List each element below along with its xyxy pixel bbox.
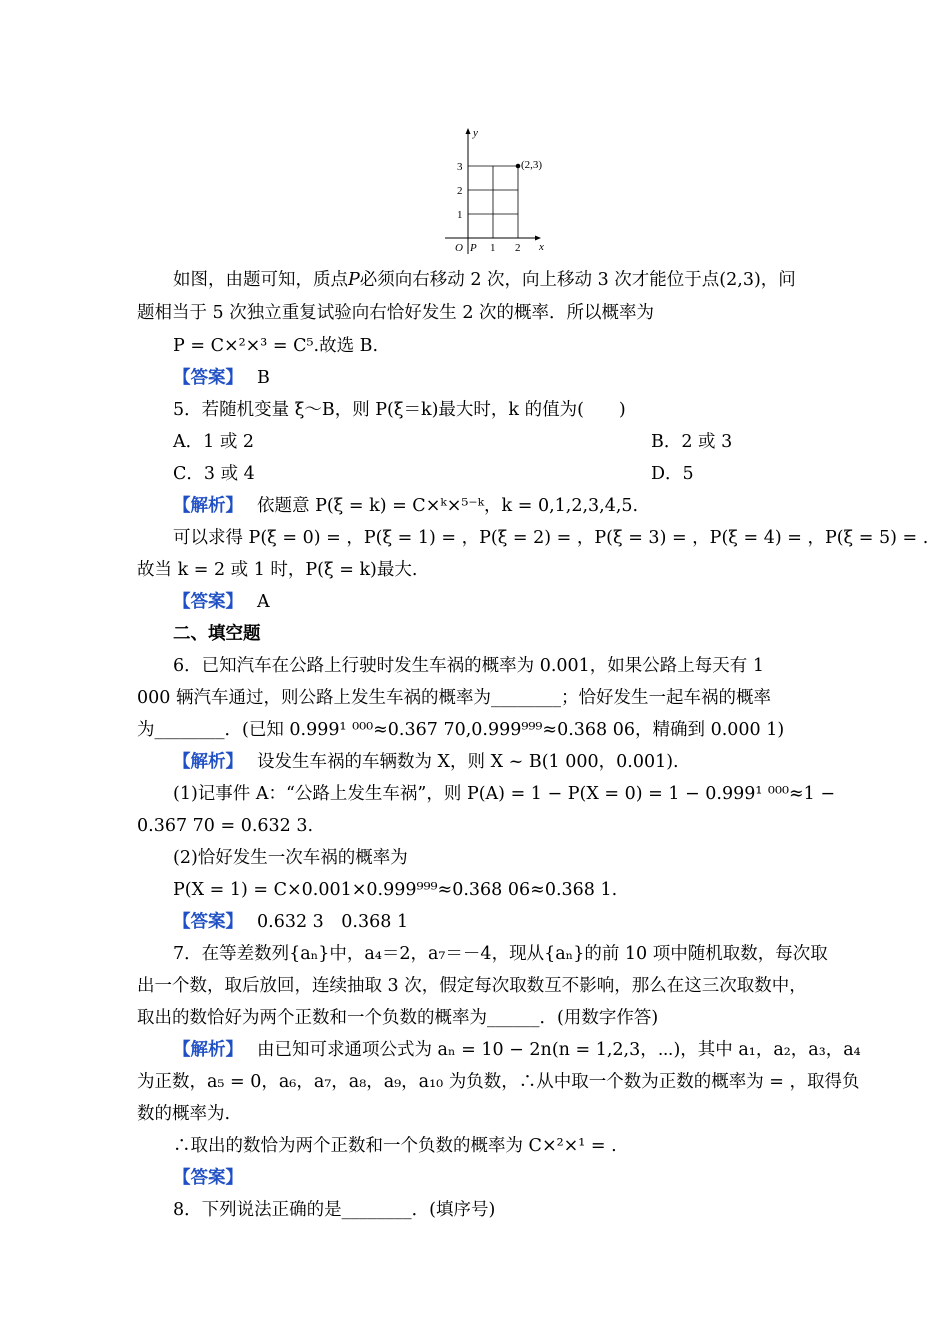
x-tick-2: 2 <box>515 242 521 254</box>
q5-analysis-line-3: 故当 k = 2 或 1 时，P(ξ = k)最大. <box>137 560 418 580</box>
q7-stem-line-2: 出一个数，取后放回，连续抽取 3 次，假定每次取数互不影响，那么在这三次取数中， <box>137 976 807 996</box>
q6-analysis-line-4: (2)恰好发生一次车祸的概率为 <box>173 848 408 868</box>
q5-analysis-line-1: 【解析】 依题意 P(ξ = k) = C×ᵏ×⁵⁻ᵏ，k = 0,1,2,3,4,5. <box>173 496 639 516</box>
q6-analysis-line-3: 0.367 70 = 0.632 3. <box>137 816 314 836</box>
q7-analysis-line-4: ∴取出的数恰为两个正数和一个负数的概率为 C×²×¹ = . <box>173 1136 617 1156</box>
coordinate-figure <box>435 122 555 257</box>
q6-analysis-line-2: (1)记事件 A：“公路上发生车祸”，则 P(A) = 1 − P(X = 0) = 1 − 0.999¹ ⁰⁰⁰≈1 − <box>173 784 835 804</box>
q6-stem-line-2: 000 辆汽车通过，则公路上发生车祸的概率为________；恰好发生一起车祸的概率 <box>137 688 771 708</box>
analysis-tag: 【解析】 <box>173 496 243 516</box>
q7-stem-line-1: 7．在等差数列{aₙ}中，a₄＝2，a₇＝－4，现从{aₙ}的前 10 项中随机取数，每次取 <box>173 944 828 964</box>
y-tick-1: 1 <box>457 209 463 221</box>
q5-option-b: B．2 或 3 <box>651 432 733 452</box>
q6-answer: 【答案】 0.632 3 0.368 1 <box>173 912 409 932</box>
q4-analysis-line-1: 如图，由题可知，质点P必须向右移动 2 次，向上移动 3 次才能位于点(2,3)，问 <box>173 270 796 290</box>
origin-label: O <box>455 242 463 254</box>
q4-answer: 【答案】 B <box>173 368 270 388</box>
q6-analysis-line-1: 【解析】 设发生车祸的车辆数为 X，则 X ~ B(1 000，0.001). <box>173 752 679 772</box>
x-axis-label: x <box>539 241 544 253</box>
x-tick-1: 1 <box>490 242 496 254</box>
answer-tag: 【答案】 <box>173 368 243 388</box>
y-axis-arrow <box>466 128 471 134</box>
q7-stem-line-3: 取出的数恰好为两个正数和一个负数的概率为______．(用数字作答) <box>137 1008 659 1028</box>
y-tick-3: 3 <box>457 161 463 173</box>
y-tick-2: 2 <box>457 185 463 197</box>
answer-tag: 【答案】 <box>173 592 243 612</box>
analysis-tag: 【解析】 <box>173 1040 243 1060</box>
answer-tag: 【答案】 <box>173 1168 243 1188</box>
q4-formula: P = C×²×³ = C⁵.故选 B. <box>173 336 379 356</box>
x-axis-arrow <box>535 236 541 241</box>
answer-tag: 【答案】 <box>173 912 243 932</box>
point-label: (2,3) <box>521 159 543 171</box>
analysis-tag: 【解析】 <box>173 752 243 772</box>
q7-analysis-line-2: 为正数，a₅ = 0，a₆，a₇，a₈，a₉，a₁₀ 为负数，∴从中取一个数为正数的概率为 = ，取得负 <box>137 1072 860 1092</box>
q5-options-row-2 <box>173 462 863 486</box>
q7-analysis-line-1: 【解析】 由已知可求通项公式为 aₙ = 10 − 2n(n = 1,2,3，⋯)，其中 a₁，a₂，a₃，a₄ <box>173 1040 861 1060</box>
q5-option-a: A．1 或 2 <box>173 432 255 452</box>
q5-option-c: C．3 或 4 <box>173 464 255 484</box>
q7-analysis-line-3: 数的概率为. <box>137 1104 231 1124</box>
q5-option-d: D．5 <box>651 464 694 484</box>
q8-stem: 8．下列说法正确的是________．(填序号) <box>173 1200 496 1220</box>
q7-answer <box>173 1166 863 1190</box>
y-axis-label: y <box>473 127 478 139</box>
q4-analysis-line-2: 题相当于 5 次独立重复试验向右恰好发生 2 次的概率．所以概率为 <box>137 303 655 323</box>
q6-stem-line-3: 为________．(已知 0.999¹ ⁰⁰⁰≈0.367 70,0.999⁹⁹⁹≈0.368 06，精确到 0.000 1) <box>137 720 785 740</box>
q5-answer: 【答案】 A <box>173 592 270 612</box>
point-2-3 <box>516 164 521 169</box>
q6-analysis-line-5: P(X = 1) = C×0.001×0.999⁹⁹⁹≈0.368 06≈0.368 1. <box>173 880 618 900</box>
q5-analysis-line-2: 可以求得 P(ξ = 0) = ，P(ξ = 1) = ，P(ξ = 2) = ，P(ξ = 3) = ，P(ξ = 4) = ，P(ξ = 5) = . <box>173 528 929 548</box>
q5-options-row-1 <box>173 430 863 454</box>
q5-stem: 5．若随机变量 ξ～B，则 P(ξ＝k)最大时，k 的值为( ) <box>173 400 626 420</box>
p-label: P <box>470 242 477 254</box>
section-title: 二、填空题 <box>173 624 261 644</box>
q6-stem-line-1: 6．已知汽车在公路上行驶时发生车祸的概率为 0.001，如果公路上每天有 1 <box>173 656 764 676</box>
